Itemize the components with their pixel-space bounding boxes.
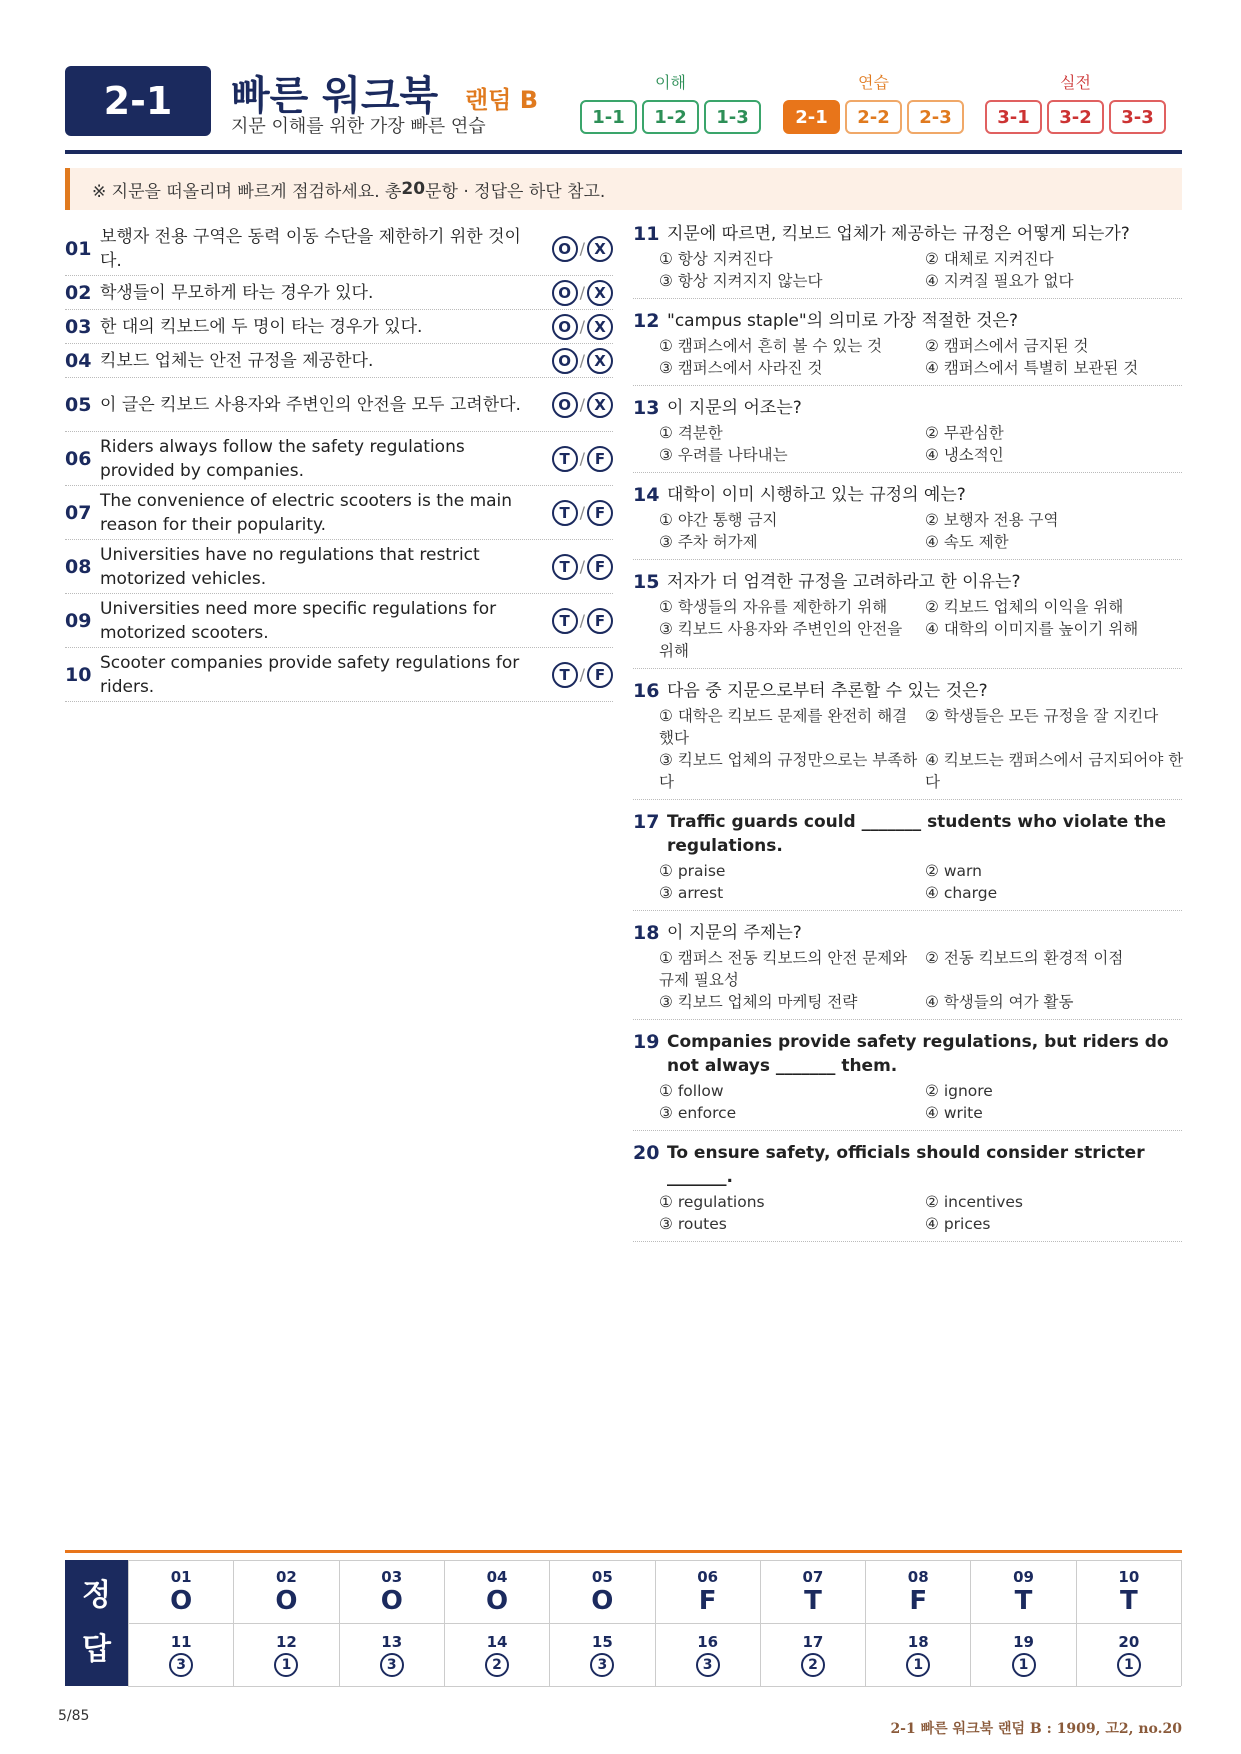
question-number: 11: [633, 223, 660, 245]
question-item: [633, 570, 1182, 669]
tab-3-3[interactable]: 3-3: [1109, 100, 1166, 134]
answer-option[interactable]: ③ 킥보드 사용자와 주변인의 안전을 위해: [659, 620, 903, 660]
choice-separator: /: [579, 283, 585, 302]
answer-cell: [760, 1561, 865, 1624]
answer-option[interactable]: ③ 항상 지켜지지 않는다: [659, 272, 823, 290]
question-item: [633, 921, 1182, 1020]
question-text: 다음 중 지문으로부터 추론할 수 있는 것은?: [667, 681, 988, 701]
f-mark-choice[interactable]: F: [587, 608, 613, 634]
tab-1-3[interactable]: 1-3: [704, 100, 761, 134]
answer-cell: [549, 1624, 654, 1687]
answer-number: 14: [486, 1633, 508, 1651]
question-text: Universities need more specific regulations for motorized scooters.: [100, 598, 497, 643]
unit-badge: 2-1: [65, 66, 211, 136]
choice-separator: /: [579, 351, 585, 370]
question-item: [65, 310, 613, 344]
question-number: 06: [65, 447, 92, 470]
choice-separator: /: [579, 395, 585, 414]
question-number: 12: [633, 310, 660, 332]
answer-option[interactable]: ① 격분한: [659, 424, 723, 442]
question-text: 한 대의 킥보드에 두 명이 타는 경우가 있다.: [100, 316, 423, 337]
tab-group-label: 이해: [655, 73, 686, 92]
answer-option[interactable]: ③ arrest: [659, 884, 724, 902]
question-number: 19: [633, 1031, 660, 1053]
x-mark-choice[interactable]: X: [587, 392, 613, 418]
choice-separator: /: [579, 557, 585, 576]
answer-option[interactable]: ② 킥보드 업체의 이익을 위해: [925, 598, 1124, 616]
answer-option[interactable]: ④ 캠퍼스에서 특별히 보관된 것: [925, 359, 1139, 377]
question-text: 이 지문의 주제는?: [667, 923, 802, 943]
answer-value: F: [909, 1586, 928, 1616]
notice-prefix: ※ 지문을 떠올리며 빠르게 점검하세요. 총: [92, 181, 402, 202]
answer-circled-value: 1: [906, 1653, 930, 1677]
answer-option[interactable]: ① follow: [659, 1082, 724, 1100]
answer-key-label: [65, 1560, 128, 1686]
answer-circled-value: 3: [696, 1653, 720, 1677]
answer-cell: [444, 1624, 549, 1687]
question-header: [633, 570, 1182, 594]
answer-circled-value: 3: [590, 1653, 614, 1677]
x-mark-choice[interactable]: X: [587, 314, 613, 340]
tab-1-2[interactable]: 1-2: [642, 100, 699, 134]
answer-option[interactable]: ② 전동 킥보드의 환경적 이점: [925, 949, 1124, 967]
answer-options: [659, 947, 1182, 1013]
answer-cell: [655, 1561, 760, 1624]
o-mark-choice[interactable]: O: [552, 392, 578, 418]
answer-number: 03: [381, 1568, 403, 1586]
answer-value: O: [485, 1586, 509, 1616]
question-header: [633, 1030, 1182, 1078]
question-text: 저자가 더 엄격한 규정을 고려하라고 한 이유는?: [667, 572, 1021, 592]
answer-option[interactable]: ① 학생들의 자유를 제한하기 위해: [659, 598, 888, 616]
choice-separator: /: [579, 239, 585, 258]
answer-value: O: [591, 1586, 614, 1616]
question-number: 20: [633, 1142, 660, 1164]
ox-choice-group: [543, 236, 613, 262]
x-mark-choice[interactable]: X: [587, 280, 613, 306]
tf-choice-group: [543, 608, 613, 634]
page-header: [65, 66, 1182, 154]
question-text: 이 글은 킥보드 사용자와 주변인의 안전을 모두 고려한다.: [100, 394, 521, 415]
answer-option[interactable]: ② ignore: [925, 1082, 993, 1100]
answer-options: [659, 1191, 1182, 1235]
answer-option[interactable]: ④ 대학의 이미지를 높이기 위해: [925, 620, 1139, 638]
answer-options: [659, 335, 1182, 379]
question-text: Companies provide safety regulations, but riders do not always _______ them.: [667, 1032, 1169, 1076]
question-text: "campus staple"의 의미로 가장 적절한 것은?: [667, 311, 1018, 331]
question-item: [633, 1141, 1182, 1242]
answer-value: T: [804, 1586, 822, 1616]
question-number: 07: [65, 501, 92, 524]
t-mark-choice[interactable]: T: [552, 446, 578, 472]
answer-cell: [655, 1624, 760, 1687]
answer-number: 09: [1013, 1568, 1034, 1586]
question-header: [633, 679, 1182, 703]
answer-option[interactable]: ① 캠퍼스에서 흔히 볼 수 있는 것: [659, 337, 883, 355]
answer-circled-value: 1: [1012, 1653, 1036, 1677]
answer-number: 13: [381, 1633, 403, 1651]
ox-tf-question-list: [65, 222, 613, 702]
answer-number: 04: [486, 1568, 508, 1586]
question-header: [633, 810, 1182, 858]
question-text: Riders always follow the safety regulations provided by companies.: [100, 436, 465, 481]
answer-number: 19: [1013, 1633, 1034, 1651]
instruction-notice: [65, 168, 1182, 210]
answer-cell: [865, 1561, 970, 1624]
answer-cell: [970, 1624, 1075, 1687]
answer-number: 07: [802, 1568, 824, 1586]
answer-cell: [233, 1624, 338, 1687]
source-reference: 2-1 빠른 워크북 랜덤 B : 1909, 고2, no.20: [890, 1721, 1182, 1737]
f-mark-choice[interactable]: F: [587, 554, 613, 580]
choice-separator: /: [579, 665, 585, 684]
answer-option[interactable]: ④ charge: [925, 884, 998, 902]
answer-option[interactable]: ④ 지켜질 필요가 없다: [925, 272, 1074, 290]
page-number: 5/85: [58, 1708, 90, 1724]
question-item: [65, 648, 613, 702]
answer-option[interactable]: ② 보행자 전용 구역: [925, 511, 1059, 529]
question-item: [65, 432, 613, 486]
question-item: [633, 309, 1182, 386]
question-number: 14: [633, 484, 660, 506]
question-text: Traffic guards could _______ students who violate the regulations.: [667, 812, 1167, 856]
tf-choice-group: [543, 446, 613, 472]
question-header: [633, 309, 1182, 333]
answer-options: [659, 248, 1182, 292]
answer-number: 11: [170, 1633, 192, 1651]
answer-options: [659, 860, 1182, 904]
o-mark-choice[interactable]: O: [552, 280, 578, 306]
f-mark-choice[interactable]: F: [587, 662, 613, 688]
page-subtitle: 랜덤 B: [465, 86, 539, 114]
answer-option[interactable]: ③ 킥보드 업체의 마케팅 전략: [659, 993, 858, 1011]
question-item: [633, 1030, 1182, 1131]
tab-2-2[interactable]: 2-2: [845, 100, 902, 134]
question-number: 02: [65, 281, 92, 304]
o-mark-choice[interactable]: O: [552, 236, 578, 262]
answer-options: [659, 705, 1182, 793]
question-number: 10: [65, 663, 92, 686]
answer-option[interactable]: ③ 킥보드 업체의 규정만으로는 부족하다: [659, 751, 918, 791]
answer-options: [659, 596, 1182, 662]
tf-choice-group: [543, 554, 613, 580]
question-text: 이 지문의 어조는?: [667, 398, 802, 418]
answer-key-label-bottom: 답: [82, 1632, 111, 1667]
answer-cell: [1076, 1624, 1181, 1687]
answer-key-label-top: 정: [82, 1578, 111, 1613]
page-title: 빠른 워크북: [231, 73, 439, 119]
answer-option[interactable]: ② 무관심한: [925, 424, 1004, 442]
tab-1-1[interactable]: 1-1: [580, 100, 637, 134]
answer-option[interactable]: ① praise: [659, 862, 726, 880]
answer-option[interactable]: ② incentives: [925, 1193, 1024, 1211]
answer-option[interactable]: ① 야간 통행 금지: [659, 511, 778, 529]
answer-number: 01: [170, 1568, 192, 1586]
answer-option[interactable]: ④ 속도 제한: [925, 533, 1009, 551]
answer-number: 05: [591, 1568, 613, 1586]
answer-number: 16: [697, 1633, 719, 1651]
question-text: The convenience of electric scooters is the main reason for their popularity.: [100, 490, 513, 535]
o-mark-choice[interactable]: O: [552, 348, 578, 374]
answer-value: O: [380, 1586, 403, 1616]
answer-option[interactable]: ④ 킥보드는 캠퍼스에서 금지되어야 한다: [925, 751, 1184, 791]
question-text: Universities have no regulations that restrict motorized vehicles.: [100, 544, 480, 589]
tab-2-3[interactable]: 2-3: [907, 100, 964, 134]
tab-group-label: 실전: [1060, 73, 1091, 92]
answer-cell: [444, 1561, 549, 1624]
answer-number: 08: [907, 1568, 929, 1586]
answer-options: [659, 422, 1182, 466]
answer-option[interactable]: ④ 냉소적인: [925, 446, 1004, 464]
answer-number: 18: [907, 1633, 929, 1651]
answer-number: 12: [276, 1633, 297, 1651]
answer-number: 10: [1118, 1568, 1140, 1586]
notice-count: 20: [401, 179, 426, 199]
multiple-choice-list: [633, 222, 1182, 1252]
answer-cell: [128, 1624, 233, 1687]
answer-cell: [128, 1561, 233, 1624]
question-number: 13: [633, 397, 660, 419]
choice-separator: /: [579, 503, 585, 522]
choice-separator: /: [579, 449, 585, 468]
question-text: 학생들이 무모하게 타는 경우가 있다.: [100, 282, 374, 303]
question-item: [65, 540, 613, 594]
answer-option[interactable]: ③ 주차 허가제: [659, 533, 758, 551]
question-item: [65, 276, 613, 310]
question-text: Scooter companies provide safety regulations for riders.: [100, 652, 520, 697]
choice-separator: /: [579, 317, 585, 336]
answer-cell: [549, 1561, 654, 1624]
question-header: [633, 1141, 1182, 1189]
answer-circled-value: 3: [380, 1653, 404, 1677]
answer-number: 15: [591, 1633, 613, 1651]
answer-cell: [233, 1561, 338, 1624]
question-text: 대학이 이미 시행하고 있는 규정의 예는?: [667, 485, 966, 505]
answer-value: F: [698, 1586, 717, 1616]
question-item: [65, 222, 613, 276]
answer-option[interactable]: ② 학생들은 모든 규정을 잘 지킨다: [925, 707, 1159, 725]
x-mark-choice[interactable]: X: [587, 236, 613, 262]
question-number: 17: [633, 811, 660, 833]
o-mark-choice[interactable]: O: [552, 314, 578, 340]
tf-choice-group: [543, 662, 613, 688]
choice-separator: /: [579, 611, 585, 630]
question-item: [65, 344, 613, 378]
answer-cell: [760, 1624, 865, 1687]
answer-cell: [339, 1561, 444, 1624]
tab-3-1[interactable]: 3-1: [985, 100, 1042, 134]
question-number: 18: [633, 922, 660, 944]
answer-value: T: [1014, 1586, 1033, 1616]
answer-option[interactable]: ③ enforce: [659, 1104, 737, 1122]
question-number: 03: [65, 315, 92, 338]
tab-group-label: 연습: [858, 73, 889, 92]
x-mark-choice[interactable]: X: [587, 348, 613, 374]
answer-option[interactable]: ② warn: [925, 862, 982, 880]
t-mark-choice[interactable]: T: [552, 608, 578, 634]
answer-grid: [128, 1560, 1182, 1686]
answer-option[interactable]: ① regulations: [659, 1193, 765, 1211]
answer-options: [659, 509, 1182, 553]
t-mark-choice[interactable]: T: [552, 554, 578, 580]
question-text: 킥보드 업체는 안전 규정을 제공한다.: [100, 350, 374, 371]
answer-circled-value: 2: [801, 1653, 825, 1677]
ox-choice-group: [543, 314, 613, 340]
answer-circled-value: 2: [485, 1653, 509, 1677]
answer-key-divider: [65, 1550, 1182, 1553]
question-item: [65, 378, 613, 432]
t-mark-choice[interactable]: T: [552, 662, 578, 688]
answer-number: 02: [276, 1568, 297, 1586]
tab-3-2[interactable]: 3-2: [1047, 100, 1104, 134]
answer-cell: [1076, 1561, 1181, 1624]
question-header: [633, 921, 1182, 945]
t-mark-choice[interactable]: T: [552, 500, 578, 526]
ox-choice-group: [543, 392, 613, 418]
question-text: To ensure safety, officials should consider stricter _______.: [667, 1143, 1145, 1187]
answer-options: [659, 1080, 1182, 1124]
question-item: [633, 810, 1182, 911]
question-number: 09: [65, 609, 92, 632]
answer-value: O: [170, 1586, 193, 1616]
answer-cell: [865, 1624, 970, 1687]
question-item: [633, 679, 1182, 800]
question-number: 05: [65, 393, 92, 416]
answer-cell: [970, 1561, 1075, 1624]
question-header: [633, 396, 1182, 420]
answer-value: T: [1119, 1586, 1138, 1616]
question-number: 16: [633, 680, 660, 702]
question-item: [633, 396, 1182, 473]
tf-choice-group: [543, 500, 613, 526]
answer-option[interactable]: ② 캠퍼스에서 금지된 것: [925, 337, 1089, 355]
question-header: [633, 222, 1182, 246]
notice-suffix: 문항 · 정답은 하단 참고.: [425, 181, 606, 202]
question-text: 보행자 전용 구역은 동력 이동 수단을 제한하기 위한 것이다.: [100, 226, 521, 271]
question-item: [65, 594, 613, 648]
answer-option[interactable]: ① 항상 지켜진다: [659, 250, 773, 268]
f-mark-choice[interactable]: F: [587, 500, 613, 526]
answer-option[interactable]: ① 캠퍼스 전동 킥보드의 안전 문제와 규제 필요성: [659, 949, 908, 989]
answer-option[interactable]: ③ 우려를 나타내는: [659, 446, 788, 464]
f-mark-choice[interactable]: F: [587, 446, 613, 472]
answer-option[interactable]: ③ routes: [659, 1215, 727, 1233]
answer-number: 20: [1118, 1633, 1140, 1651]
answer-option[interactable]: ④ prices: [925, 1215, 991, 1233]
question-item: [633, 483, 1182, 560]
answer-option[interactable]: ① 대학은 킥보드 문제를 완전히 해결했다: [659, 707, 908, 747]
answer-key: [65, 1560, 1182, 1686]
answer-number: 06: [697, 1568, 719, 1586]
answer-value: O: [275, 1586, 298, 1616]
answer-option[interactable]: ③ 캠퍼스에서 사라진 것: [659, 359, 823, 377]
ox-choice-group: [543, 280, 613, 306]
answer-circled-value: 3: [169, 1653, 193, 1677]
answer-number: 17: [802, 1633, 824, 1651]
page-description: 지문 이해를 위한 가장 빠른 연습: [231, 116, 486, 137]
header-divider: [65, 150, 1182, 154]
question-item: [65, 486, 613, 540]
answer-circled-value: 1: [274, 1653, 298, 1677]
question-number: 04: [65, 349, 92, 372]
ox-choice-group: [543, 348, 613, 374]
answer-circled-value: 1: [1117, 1653, 1141, 1677]
question-header: [633, 483, 1182, 507]
answer-option[interactable]: ④ 학생들의 여가 활동: [925, 993, 1074, 1011]
tab-2-1[interactable]: 2-1: [783, 100, 840, 134]
question-text: 지문에 따르면, 킥보드 업체가 제공하는 규정은 어떻게 되는가?: [667, 224, 1130, 244]
question-number: 15: [633, 571, 660, 593]
question-number: 01: [65, 237, 92, 260]
question-number: 08: [65, 555, 92, 578]
answer-option[interactable]: ④ write: [925, 1104, 983, 1122]
question-item: [633, 222, 1182, 299]
answer-option[interactable]: ② 대체로 지켜진다: [925, 250, 1054, 268]
answer-cell: [339, 1624, 444, 1687]
